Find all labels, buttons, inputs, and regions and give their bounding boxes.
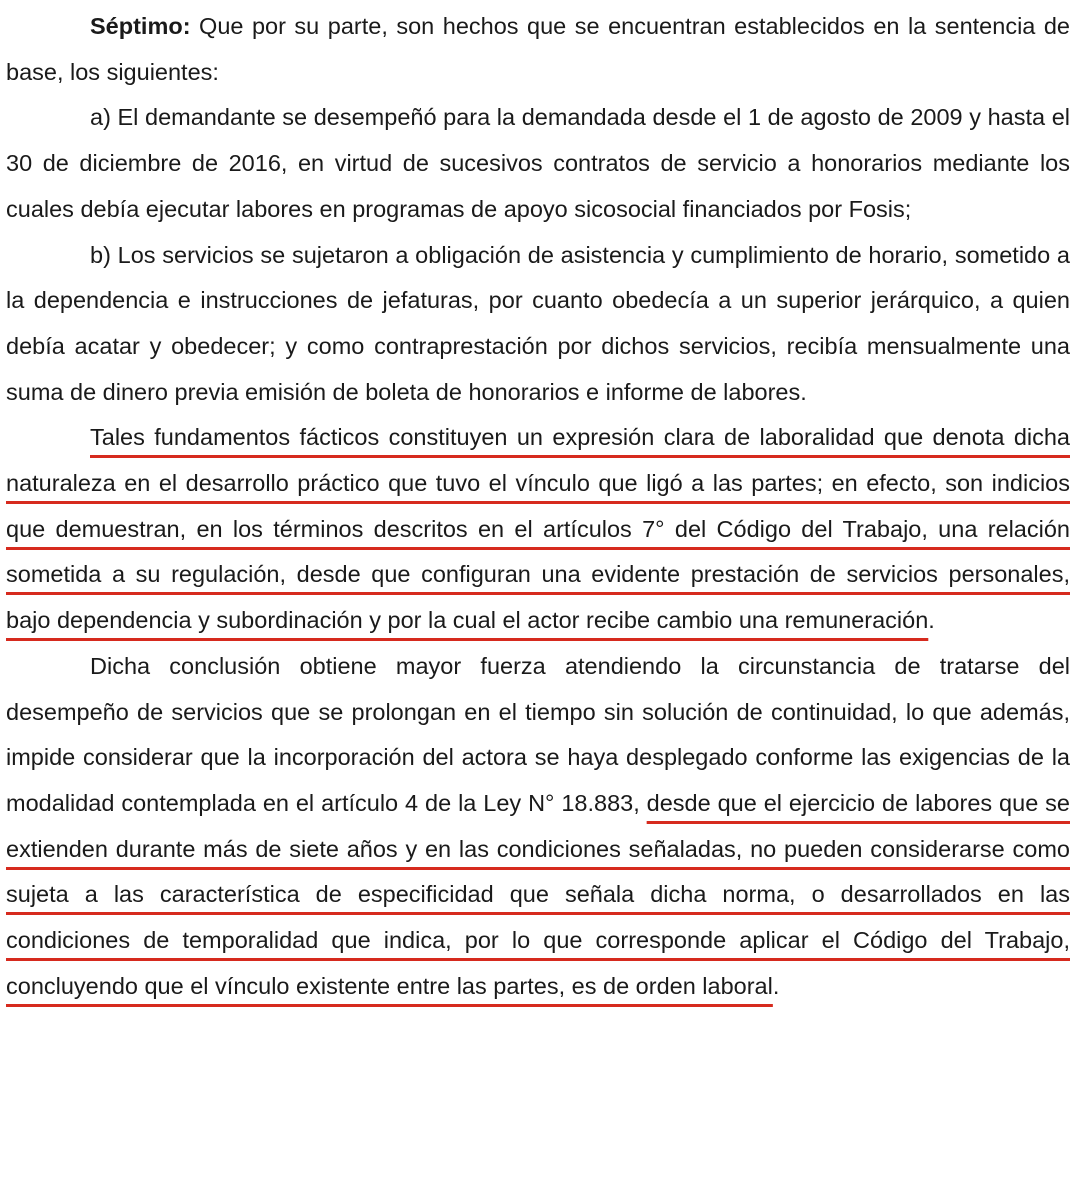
paragraph-text: a) El demandante se desempeñó para la demandada desde el 1 de agosto de 2009 y hasta el 30 de diciembre de 2016, en virtud de sucesivos contratos de servicio a honorarios mediante los cuales debía ejecutar labores en programas de apoyo sicosocial financiados por Fosis; bbox=[6, 104, 1070, 222]
underlined-passage: Tales fundamentos fácticos constituyen un expresión clara de laboralidad que denota dicha naturaleza en el desarrollo práctico que tuvo el vínculo que ligó a las partes; en efecto, son indicios que demuestran, en los términos descritos en el artículos 7° del Código del Trabajo, una relación sometida a su regulación, desde que configuran una evidente prestación de servicios personales, bajo dependencia y subordinación y por la cual el actor recibe cambio una remuneración bbox=[6, 424, 1070, 634]
paragraph-punctuation: . bbox=[772, 972, 780, 999]
section-heading: Séptimo: bbox=[90, 13, 191, 39]
paragraph-fundamentos bbox=[6, 415, 1070, 644]
paragraph-fact-b bbox=[6, 233, 1070, 416]
underlined-passage: desde que el ejercicio de labores que se extienden durante más de siete años y en las condiciones señaladas, no pueden considerarse como sujeta a las característica de especificidad que señala dicha norma, o desarrollados en las condiciones de temporalidad que indica, por lo que corresponde aplicar el Código del Trabajo, concluyendo que el vínculo existente entre las partes, es de orden laboral bbox=[6, 789, 1070, 999]
paragraph-septimo bbox=[6, 4, 1070, 95]
paragraph-punctuation: . bbox=[928, 607, 935, 634]
paragraph-fact-a bbox=[6, 95, 1070, 232]
paragraph-text: Dicha conclusión obtiene mayor fuerza atendiendo la circunstancia de tratarse del desempeño de servicios que se prolongan en el tiempo sin solución de continuidad, lo que además, impide considerar que la incorporación del actora se haya desplegado conforme las exigencias de la modalidad contemplada en el artículo 4 de la Ley N° 18.883, bbox=[6, 652, 1070, 816]
paragraph-conclusion bbox=[6, 644, 1070, 1010]
paragraph-text: Que por su parte, son hechos que se encuentran establecidos en la sentencia de base, los siguientes: bbox=[6, 13, 1070, 85]
paragraph-text: b) Los servicios se sujetaron a obligación de asistencia y cumplimiento de horario, sometido a la dependencia e instrucciones de jefaturas, por cuanto obedecía a un superior jerárquico, a quien debía acatar y obedecer; y como contraprestación por dichos servicios, recibía mensualmente una suma de dinero previa emisión de boleta de honorarios e informe de labores. bbox=[6, 241, 1070, 405]
